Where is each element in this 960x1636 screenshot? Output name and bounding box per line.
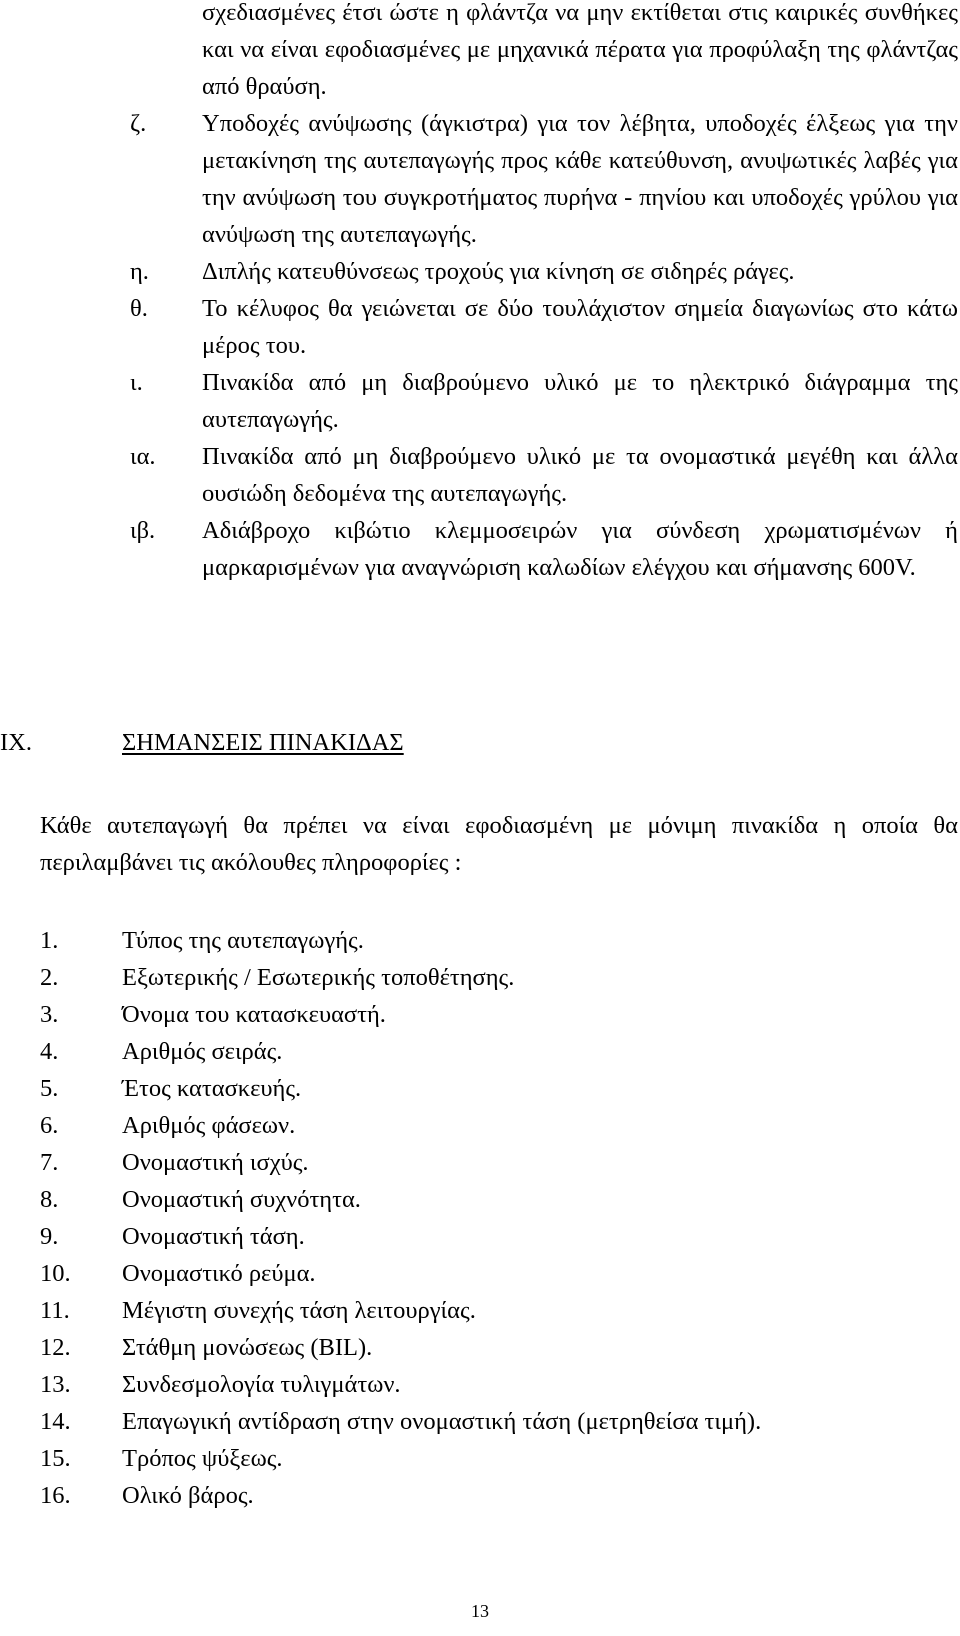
list-item bbox=[130, 253, 958, 290]
list-item bbox=[40, 1181, 940, 1218]
list-item-number: 7. bbox=[40, 1149, 59, 1176]
section-title: ΣΗΜΑΝΣΕΙΣ ΠΙΝΑΚΙΔΑΣ bbox=[122, 729, 404, 756]
section-number: IX. bbox=[0, 729, 32, 756]
list-item-text: Αδιάβροχο κιβώτιο κλεμμοσειρών για σύνδεση χρωματισμένων ή μαρκαρισμένων για αναγνώριση καλωδίων ελέγχου και σήμανσης 600V. bbox=[202, 517, 958, 581]
list-item bbox=[40, 1403, 940, 1440]
list-item-number: 9. bbox=[40, 1223, 59, 1250]
list-item-text: Επαγωγική αντίδραση στην ονομαστική τάση (μετρηθείσα τιμή). bbox=[122, 1408, 762, 1435]
section-heading bbox=[0, 724, 960, 764]
list-item bbox=[40, 1144, 940, 1181]
list-item-text: Αριθμός σειράς. bbox=[122, 1038, 283, 1065]
intro-paragraph: Κάθε αυτεπαγωγή θα πρέπει να είναι εφοδιασμένη με μόνιμη πινακίδα η οποία θα περιλαμβάνει τις ακόλουθες πληροφορίες : bbox=[40, 812, 958, 876]
list-item-text: Υποδοχές ανύψωσης (άγκιστρα) για τον λέβητα, υποδοχές έλξεως για την μετακίνηση της αυτεπαγωγής προς κάθε κατεύθυνση, ανυψωτικές λαβές για την ανύψωση του συγκροτήματος πυρήνα - πηνίου και υποδοχές γρύλου για ανύψωση της αυτεπαγωγής. bbox=[202, 110, 958, 248]
list-item-number: 2. bbox=[40, 964, 59, 991]
list-item bbox=[40, 1329, 940, 1366]
list-item-text: Όνομα του κατασκευαστή. bbox=[122, 1001, 386, 1028]
list-item-text: Ονομαστική συχνότητα. bbox=[122, 1186, 361, 1213]
list-item-text: Μέγιστη συνεχής τάση λειτουργίας. bbox=[122, 1297, 476, 1324]
list-item-marker: ιβ. bbox=[130, 517, 156, 544]
list-item-number: 11. bbox=[40, 1297, 70, 1324]
list-item bbox=[40, 1477, 940, 1514]
list-item-text: Ολικό βάρος. bbox=[122, 1482, 254, 1509]
list-item-marker: ια. bbox=[130, 443, 156, 470]
list-item-text: Πινακίδα από μη διαβρούμενο υλικό με τα ονομαστικά μεγέθη και άλλα ουσιώδη δεδομένα της αυτεπαγωγής. bbox=[202, 443, 958, 507]
list-item-text: Έτος κατασκευής. bbox=[122, 1075, 302, 1102]
list-item bbox=[40, 922, 940, 959]
list-item-number: 12. bbox=[40, 1334, 71, 1361]
list-item-number: 10. bbox=[40, 1260, 71, 1287]
list-item-number: 5. bbox=[40, 1075, 59, 1102]
list-item-marker: ζ. bbox=[130, 110, 147, 137]
list-item bbox=[130, 512, 958, 586]
list-item-marker: ι. bbox=[130, 369, 143, 396]
continuation-text: σχεδιασμένες έτσι ώστε η φλάντζα να μην εκτίθεται στις καιρικές συνθήκες και να είναι εφοδιασμένες με μηχανικά πέρατα για προφύλαξη της φλάντζας από θραύση. bbox=[202, 0, 958, 100]
list-item-number: 14. bbox=[40, 1408, 71, 1435]
list-item bbox=[40, 1440, 940, 1477]
list-item bbox=[40, 1255, 940, 1292]
list-item bbox=[130, 290, 958, 364]
list-item bbox=[40, 1366, 940, 1403]
list-item bbox=[40, 1033, 940, 1070]
list-item bbox=[40, 959, 940, 996]
list-item bbox=[40, 1070, 940, 1107]
list-item-text: Ονομαστική ισχύς. bbox=[122, 1149, 309, 1176]
list-item-text: Ονομαστικό ρεύμα. bbox=[122, 1260, 316, 1287]
list-item-marker: η. bbox=[130, 258, 149, 285]
list-item-text: Το κέλυφος θα γειώνεται σε δύο τουλάχιστον σημεία διαγωνίως στο κάτω μέρος του. bbox=[202, 295, 958, 359]
list-item-text: Συνδεσμολογία τυλιγμάτων. bbox=[122, 1371, 401, 1398]
list-item bbox=[130, 364, 958, 438]
list-item-text: Διπλής κατευθύνσεως τροχούς για κίνηση σε σιδηρές ράγες. bbox=[202, 258, 795, 285]
list-item bbox=[40, 1292, 940, 1329]
list-item-text: Αριθμός φάσεων. bbox=[122, 1112, 296, 1139]
list-item bbox=[40, 1218, 940, 1255]
list-item-text: Στάθμη μονώσεως (BIL). bbox=[122, 1334, 373, 1361]
list-item-continuation bbox=[130, 0, 958, 105]
list-item-number: 4. bbox=[40, 1038, 59, 1065]
list-item-number: 3. bbox=[40, 1001, 59, 1028]
numbered-list bbox=[40, 922, 940, 1514]
list-item-text: Πινακίδα από μη διαβρούμενο υλικό με το ηλεκτρικό διάγραμμα της αυτεπαγωγής. bbox=[202, 369, 958, 433]
list-item-number: 16. bbox=[40, 1482, 71, 1509]
list-item-text: Τύπος της αυτεπαγωγής. bbox=[122, 927, 364, 954]
list-item-text: Ονομαστική τάση. bbox=[122, 1223, 305, 1250]
list-item-number: 15. bbox=[40, 1445, 71, 1472]
list-item bbox=[40, 996, 940, 1033]
list-item-number: 13. bbox=[40, 1371, 71, 1398]
list-item-number: 8. bbox=[40, 1186, 59, 1213]
list-item bbox=[130, 438, 958, 512]
list-item bbox=[40, 1107, 940, 1144]
list-item-text: Εξωτερικής / Εσωτερικής τοποθέτησης. bbox=[122, 964, 515, 991]
list-item bbox=[130, 105, 958, 253]
lettered-list bbox=[130, 0, 958, 586]
list-item-text: Τρόπος ψύξεως. bbox=[122, 1445, 283, 1472]
page-number: 13 bbox=[471, 1601, 489, 1621]
list-item-number: 6. bbox=[40, 1112, 59, 1139]
list-item-number: 1. bbox=[40, 927, 59, 954]
lettered-items bbox=[130, 105, 958, 586]
list-item-marker: θ. bbox=[130, 295, 148, 322]
